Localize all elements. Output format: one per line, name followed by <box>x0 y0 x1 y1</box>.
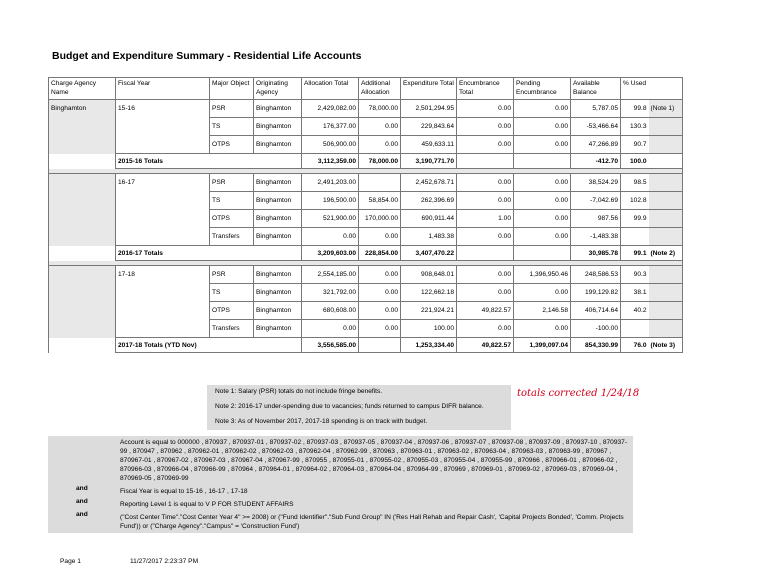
data-cell: 0.00 <box>457 100 514 118</box>
data-cell <box>621 320 649 338</box>
data-cell: 40.2 <box>621 302 649 320</box>
agency-cell <box>49 118 116 136</box>
data-cell: 5,787.05 <box>571 100 621 118</box>
fiscal-year-cell: 16-17 <box>116 174 210 192</box>
column-header: Major Object <box>210 78 254 100</box>
data-cell: Binghamton <box>254 118 302 136</box>
data-cell: 49,822.57 <box>457 302 514 320</box>
data-cell: 0.00 <box>359 266 401 284</box>
fiscal-year-cell <box>116 118 210 136</box>
data-cell: 78,000.00 <box>359 100 401 118</box>
data-cell <box>649 284 683 302</box>
agency-cell <box>49 192 116 210</box>
data-cell: PSR <box>210 174 254 192</box>
data-cell: 0.00 <box>514 228 571 246</box>
data-cell: 521,900.00 <box>302 210 359 228</box>
total-cell: 3,407,470.22 <box>401 246 457 261</box>
data-cell: 0.00 <box>514 100 571 118</box>
data-cell <box>649 136 683 154</box>
table-row <box>49 100 683 118</box>
data-cell: 221,924.21 <box>401 302 457 320</box>
total-cell <box>457 246 514 261</box>
criteria-row: Account is equal to 000000 , 870937 , 870937-01 , 870937-02 , 870937-03 , 870937-05 , 870937-04 , 870937-06 , 870937-07 , 870937-08 , 870937-09 , 870937-10 , 870937-99 , 870947 , 870962 , 870962-01 , 870962-02 , 870962-03 , 870962-04 , 870962-99 , 870963 , 870963-01 , 870963-02 , 870963-04 , 870963-03 , 870963-99 , 870967 , 870967-01 , 870967-02 , 870967-03 , 870967-04 , 870967-99 , 870955 , 870955-01 , 870955-02 , 870955-03 , 870955-04 , 870955-99 , 870966 , 870966-01 , 870966-02 , 870966-03 , 870966-04 , 870966-99 , 870964 , 870964-01 , 870964-02 , 870964-03 , 870964-04 , 870964-99 , 870969 , 870969-01 , 870969-02 , 870969-03 , 870969-04 , 870969-05 , 870969-99 <box>120 439 628 482</box>
agency-cell: Binghamton <box>49 100 116 118</box>
data-cell: Binghamton <box>254 266 302 284</box>
table-row <box>49 266 683 284</box>
data-cell <box>649 320 683 338</box>
budget-table <box>48 77 683 353</box>
agency-cell <box>49 174 116 192</box>
data-cell: Binghamton <box>254 136 302 154</box>
data-cell: 0.00 <box>457 136 514 154</box>
data-cell: Binghamton <box>254 284 302 302</box>
data-cell <box>649 210 683 228</box>
data-cell: Binghamton <box>254 228 302 246</box>
data-cell: 0.00 <box>457 284 514 302</box>
data-cell: 1,396,950.46 <box>514 266 571 284</box>
data-cell: -100.00 <box>571 320 621 338</box>
total-cell: (Note 3) <box>649 338 683 353</box>
agency-cell <box>49 136 116 154</box>
fiscal-year-cell <box>116 210 210 228</box>
totals-label: 2017-18 Totals (YTD Nov) <box>116 338 302 353</box>
data-cell: Binghamton <box>254 192 302 210</box>
data-cell: Transfers <box>210 228 254 246</box>
table-row <box>49 210 683 228</box>
fiscal-year-cell: 15-16 <box>116 100 210 118</box>
data-cell: 0.00 <box>514 174 571 192</box>
data-cell: 0.00 <box>302 320 359 338</box>
total-cell: 3,209,603.00 <box>302 246 359 261</box>
data-cell: 0.00 <box>457 192 514 210</box>
agency-cell <box>49 228 116 246</box>
agency-cell <box>49 284 116 302</box>
data-cell: 0.00 <box>457 266 514 284</box>
data-cell: 2,491,203.00 <box>302 174 359 192</box>
data-cell <box>649 118 683 136</box>
column-header: Available Balance <box>571 78 621 100</box>
column-header <box>649 78 683 100</box>
data-cell: 100.00 <box>401 320 457 338</box>
data-cell: Transfers <box>210 320 254 338</box>
data-cell: 0.00 <box>359 118 401 136</box>
totals-row <box>49 246 683 261</box>
total-cell: (Note 2) <box>649 246 683 261</box>
total-cell <box>649 154 683 169</box>
data-cell: 1,483.38 <box>401 228 457 246</box>
data-cell: 122,662.18 <box>401 284 457 302</box>
total-cell: 49,822.57 <box>457 338 514 353</box>
data-cell: 98.5 <box>621 174 649 192</box>
column-header: Fiscal Year <box>116 78 210 100</box>
data-cell: 0.00 <box>514 118 571 136</box>
total-cell <box>514 154 571 169</box>
agency-cell <box>49 210 116 228</box>
data-cell: 0.00 <box>457 320 514 338</box>
data-cell: 229,843.64 <box>401 118 457 136</box>
print-timestamp: 11/27/2017 2:23:37 PM <box>130 558 199 565</box>
data-cell: Binghamton <box>254 302 302 320</box>
data-cell <box>649 192 683 210</box>
note-3: Note 3: As of November 2017, 2017-18 spending is on track with budget. <box>215 418 428 425</box>
data-cell <box>359 174 401 192</box>
data-cell: 2,501,294.95 <box>401 100 457 118</box>
data-cell: 58,854.00 <box>359 192 401 210</box>
data-cell: 0.00 <box>359 320 401 338</box>
correction-note: totals corrected 1/24/18 <box>517 388 640 399</box>
total-cell: 30,985.78 <box>571 246 621 261</box>
table-row <box>49 302 683 320</box>
data-cell: 0.00 <box>514 320 571 338</box>
table-row <box>49 284 683 302</box>
totals-label: 2016-17 Totals <box>116 246 302 261</box>
data-cell: 0.00 <box>514 284 571 302</box>
data-cell: 0.00 <box>457 228 514 246</box>
column-header: Additional Allocation <box>359 78 401 100</box>
data-cell <box>649 302 683 320</box>
criteria-row: and Reporting Level 1 is equal to V P FOR STUDENT AFFAIRS <box>76 498 294 508</box>
total-cell: 854,330.99 <box>571 338 621 353</box>
total-cell: 3,112,359.00 <box>302 154 359 169</box>
fiscal-year-cell <box>116 136 210 154</box>
fiscal-year-cell <box>116 228 210 246</box>
data-cell: -7,042.69 <box>571 192 621 210</box>
data-cell: 680,608.00 <box>302 302 359 320</box>
table-row <box>49 136 683 154</box>
data-cell: 0.00 <box>359 284 401 302</box>
total-cell: -412.70 <box>571 154 621 169</box>
data-cell: 90.7 <box>621 136 649 154</box>
data-cell: 0.00 <box>514 136 571 154</box>
data-cell: 2,429,082.00 <box>302 100 359 118</box>
criteria-row: and ("Cost Center Time"."Cost Center Year 4" >= 2008) or ("Fund Identifier"."Sub Fund Group" IN ('Res Hall Rehab and Repair Cash', 'Capital Projects Bonded', 'Comm. Projects Fund')) or ("Charge Agency"."Campus" = 'Construction Fund') <box>76 511 624 530</box>
data-cell: PSR <box>210 266 254 284</box>
agency-cell <box>49 154 116 169</box>
column-header: Expenditure Total <box>401 78 457 100</box>
total-cell: 3,556,585.00 <box>302 338 359 353</box>
table-row <box>49 192 683 210</box>
column-header: Originating Agency <box>254 78 302 100</box>
data-cell: 1.00 <box>457 210 514 228</box>
data-cell <box>649 266 683 284</box>
data-cell: -1,483.38 <box>571 228 621 246</box>
fiscal-year-cell: 17-18 <box>116 266 210 284</box>
data-cell: 0.00 <box>457 174 514 192</box>
note-1: Note 1: Salary (PSR) totals do not include fringe benefits. <box>215 388 383 395</box>
data-cell: 196,500.00 <box>302 192 359 210</box>
data-cell: 690,911.44 <box>401 210 457 228</box>
data-cell: TS <box>210 284 254 302</box>
data-cell: 90.3 <box>621 266 649 284</box>
data-cell: 0.00 <box>457 118 514 136</box>
total-cell <box>457 154 514 169</box>
data-cell: 262,396.69 <box>401 192 457 210</box>
column-header: % Used <box>621 78 649 100</box>
table-row <box>49 228 683 246</box>
fiscal-year-cell <box>116 320 210 338</box>
table-row <box>49 320 683 338</box>
data-cell: Binghamton <box>254 174 302 192</box>
column-header: Allocation Total <box>302 78 359 100</box>
data-cell: 321,792.00 <box>302 284 359 302</box>
header-row <box>49 78 683 100</box>
data-cell: 406,714.64 <box>571 302 621 320</box>
data-cell: 199,129.82 <box>571 284 621 302</box>
data-cell: (Note 1) <box>649 100 683 118</box>
data-cell: OTPS <box>210 210 254 228</box>
data-cell: 99.8 <box>621 100 649 118</box>
data-cell: TS <box>210 118 254 136</box>
data-cell: 0.00 <box>359 302 401 320</box>
column-header: Charge Agency Name <box>49 78 116 100</box>
fiscal-year-cell <box>116 302 210 320</box>
data-cell: 0.00 <box>359 136 401 154</box>
filter-criteria <box>48 436 633 533</box>
total-cell: 3,190,771.70 <box>401 154 457 169</box>
report-title: Budget and Expenditure Summary - Residential Life Accounts <box>52 50 362 62</box>
data-cell: -53,466.64 <box>571 118 621 136</box>
data-cell: 506,900.00 <box>302 136 359 154</box>
data-cell: Binghamton <box>254 210 302 228</box>
data-cell <box>621 228 649 246</box>
table-row <box>49 174 683 192</box>
data-cell: 99.9 <box>621 210 649 228</box>
totals-row <box>49 154 683 169</box>
data-cell: 908,648.01 <box>401 266 457 284</box>
data-cell: 176,377.00 <box>302 118 359 136</box>
data-cell: 0.00 <box>302 228 359 246</box>
fiscal-year-cell <box>116 284 210 302</box>
agency-cell <box>49 320 116 338</box>
data-cell: PSR <box>210 100 254 118</box>
data-cell <box>649 174 683 192</box>
total-cell <box>359 338 401 353</box>
data-cell: 2,146.58 <box>514 302 571 320</box>
data-cell: 248,586.53 <box>571 266 621 284</box>
agency-cell <box>49 302 116 320</box>
data-cell: 38,524.29 <box>571 174 621 192</box>
column-header: Encumbrance Total <box>457 78 514 100</box>
total-cell <box>514 246 571 261</box>
notes-box <box>207 385 511 430</box>
data-cell: 0.00 <box>359 228 401 246</box>
total-cell: 76.0 <box>621 338 649 353</box>
totals-row <box>49 338 683 353</box>
data-cell: 38.1 <box>621 284 649 302</box>
data-cell: 0.00 <box>514 210 571 228</box>
data-cell: OTPS <box>210 302 254 320</box>
page-number: Page 1 <box>60 558 81 565</box>
data-cell: 102.8 <box>621 192 649 210</box>
data-cell: 2,554,185.00 <box>302 266 359 284</box>
total-cell: 78,000.00 <box>359 154 401 169</box>
agency-cell <box>49 266 116 284</box>
data-cell: 459,633.11 <box>401 136 457 154</box>
data-cell: 47,266.89 <box>571 136 621 154</box>
total-cell: 228,854.00 <box>359 246 401 261</box>
table-row <box>49 118 683 136</box>
note-2: Note 2: 2016-17 under-spending due to vacancies; funds returned to campus DIFR balance. <box>215 403 484 410</box>
data-cell <box>649 228 683 246</box>
data-cell: Binghamton <box>254 100 302 118</box>
data-cell: 2,452,678.71 <box>401 174 457 192</box>
data-cell: 170,000.00 <box>359 210 401 228</box>
total-cell: 99.1 <box>621 246 649 261</box>
data-cell: 987.56 <box>571 210 621 228</box>
data-cell: OTPS <box>210 136 254 154</box>
criteria-row: and Fiscal Year is equal to 15-16 , 16-17 , 17-18 <box>76 485 248 495</box>
data-cell: Binghamton <box>254 320 302 338</box>
data-cell: 0.00 <box>514 192 571 210</box>
total-cell: 1,399,097.04 <box>514 338 571 353</box>
data-cell: TS <box>210 192 254 210</box>
agency-cell <box>49 246 116 261</box>
data-cell: 130.3 <box>621 118 649 136</box>
total-cell: 100.0 <box>621 154 649 169</box>
agency-cell <box>49 338 116 353</box>
total-cell: 1,253,334.40 <box>401 338 457 353</box>
totals-label: 2015-16 Totals <box>116 154 302 169</box>
column-header: Pending Encumbrance <box>514 78 571 100</box>
fiscal-year-cell <box>116 192 210 210</box>
